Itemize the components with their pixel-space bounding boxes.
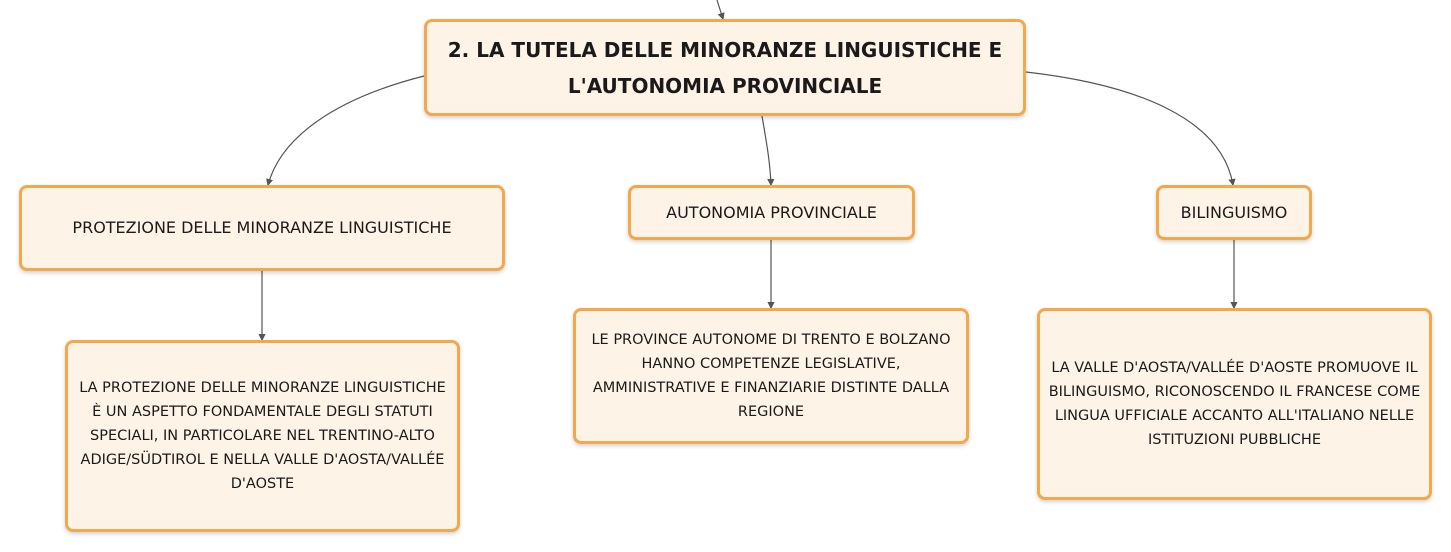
root-node[interactable] <box>424 19 1026 116</box>
branch-label: PROTEZIONE DELLE MINORANZE LINGUISTICHE <box>72 218 452 237</box>
detail-text: LE PROVINCE AUTONOME DI TRENTO E BOLZANO HANNO COMPETENZE LEGISLATIVE, AMMINISTRATIVE E FINANZIARIE DISTINTE DALLA REGIONE <box>591 332 951 420</box>
connector-root-bilinguismo <box>1026 72 1233 185</box>
branch-node-protezione[interactable] <box>19 185 505 271</box>
branch-label: AUTONOMIA PROVINCIALE <box>666 202 877 222</box>
detail-text: LA VALLE D'AOSTA/VALLÉE D'AOSTE PROMUOVE IL BILINGUISMO, RICONOSCENDO IL FRANCESE COME LINGUA UFFICIALE ACCANTO ALL'ITALIANO NELLE ISTITUZIONI PUBBLICHE <box>1048 360 1421 448</box>
detail-text: LA PROTEZIONE DELLE MINORANZE LINGUISTICHE È UN ASPETTO FONDAMENTALE DEGLI STATUTI SPECIALI, IN PARTICOLARE NEL TRENTINO-ALTO ADIGE/SÜDTIROL E NELLA VALLE D'AOSTA/VALLÉE D'AOSTE <box>79 380 446 492</box>
branch-node-bilinguismo[interactable] <box>1156 185 1312 240</box>
root-title: 2. LA TUTELA DELLE MINORANZE LINGUISTICHE E L'AUTONOMIA PROVINCIALE <box>447 37 1003 98</box>
branch-node-autonomia[interactable] <box>628 185 915 240</box>
connector-root-protezione <box>268 76 424 185</box>
connector-incoming <box>717 0 723 19</box>
branch-label: BILINGUISMO <box>1180 202 1288 222</box>
detail-node-protezione[interactable] <box>65 340 460 532</box>
connector-root-autonomia <box>762 116 771 185</box>
detail-node-autonomia[interactable] <box>573 308 969 444</box>
detail-node-bilinguismo[interactable] <box>1037 308 1432 500</box>
